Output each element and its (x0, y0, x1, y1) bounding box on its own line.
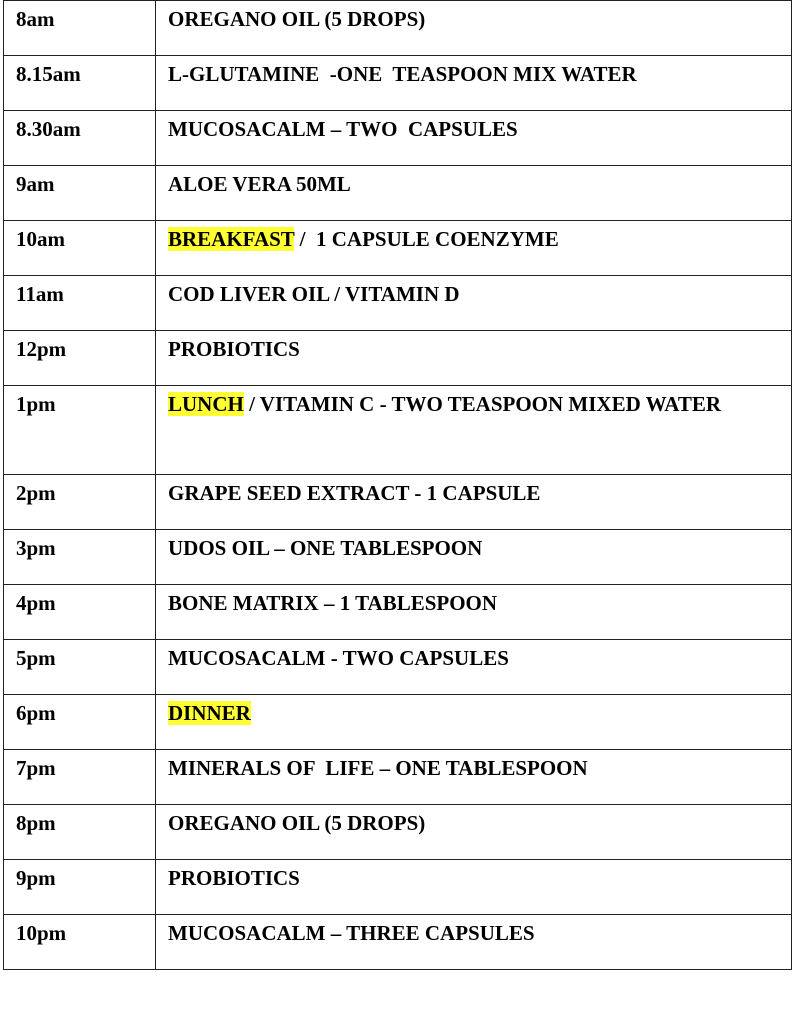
task-cell (156, 56, 792, 111)
task-cell (156, 530, 792, 585)
task-text: MINERALS OF LIFE – ONE TABLESPOON (168, 756, 588, 780)
table-row (4, 221, 792, 276)
task-text: L-GLUTAMINE -ONE TEASPOON MIX WATER (168, 62, 637, 86)
task-cell (156, 585, 792, 640)
time-cell: 11am (4, 276, 156, 331)
time-cell: 10am (4, 221, 156, 276)
table-row (4, 276, 792, 331)
task-cell (156, 386, 792, 475)
task-text: OREGANO OIL (5 DROPS) (168, 811, 426, 835)
table-row (4, 475, 792, 530)
table-row (4, 56, 792, 111)
table-row (4, 585, 792, 640)
table-row (4, 750, 792, 805)
table-row (4, 166, 792, 221)
table-row (4, 695, 792, 750)
task-text: MUCOSACALM – THREE CAPSULES (168, 921, 535, 945)
task-text: OREGANO OIL (5 DROPS) (168, 7, 426, 31)
time-cell: 2pm (4, 475, 156, 530)
task-cell (156, 221, 792, 276)
task-text: PROBIOTICS (168, 866, 300, 890)
time-cell: 7pm (4, 750, 156, 805)
task-cell (156, 805, 792, 860)
time-cell: 10pm (4, 915, 156, 970)
meal-highlight-lunch: LUNCH (168, 392, 244, 416)
meal-highlight-dinner: DINNER (168, 701, 251, 725)
task-cell (156, 111, 792, 166)
time-cell: 4pm (4, 585, 156, 640)
task-cell (156, 750, 792, 805)
task-cell (156, 166, 792, 221)
task-cell (156, 860, 792, 915)
task-cell (156, 331, 792, 386)
table-row (4, 805, 792, 860)
time-cell: 8.15am (4, 56, 156, 111)
time-cell: 9am (4, 166, 156, 221)
task-cell (156, 915, 792, 970)
task-text: ALOE VERA 50ML (168, 172, 351, 196)
table-row (4, 1, 792, 56)
task-text: BONE MATRIX – 1 TABLESPOON (168, 591, 498, 615)
time-cell: 12pm (4, 331, 156, 386)
supplement-schedule-table (3, 0, 792, 970)
time-cell: 9pm (4, 860, 156, 915)
task-text: MUCOSACALM – TWO CAPSULES (168, 117, 518, 141)
time-cell: 1pm (4, 386, 156, 475)
task-text: / 1 CAPSULE COENZYME (294, 227, 559, 251)
time-cell: 8.30am (4, 111, 156, 166)
task-cell (156, 276, 792, 331)
task-text: PROBIOTICS (168, 337, 300, 361)
time-cell: 5pm (4, 640, 156, 695)
task-text: GRAPE SEED EXTRACT - 1 CAPSULE (168, 481, 541, 505)
task-text: UDOS OIL – ONE TABLESPOON (168, 536, 483, 560)
task-text: / VITAMIN C - TWO TEASPOON MIXED WATER (243, 392, 722, 416)
meal-highlight-breakfast: BREAKFAST (168, 227, 295, 251)
task-text: MUCOSACALM - TWO CAPSULES (168, 646, 509, 670)
table-row (4, 640, 792, 695)
time-cell: 8pm (4, 805, 156, 860)
time-cell: 3pm (4, 530, 156, 585)
task-cell (156, 695, 792, 750)
task-cell (156, 1, 792, 56)
table-row (4, 530, 792, 585)
table-row (4, 331, 792, 386)
task-cell (156, 640, 792, 695)
table-row (4, 386, 792, 475)
table-row (4, 860, 792, 915)
time-cell: 8am (4, 1, 156, 56)
task-cell (156, 475, 792, 530)
time-cell: 6pm (4, 695, 156, 750)
task-text: COD LIVER OIL / VITAMIN D (168, 282, 460, 306)
table-row (4, 915, 792, 970)
table-row (4, 111, 792, 166)
